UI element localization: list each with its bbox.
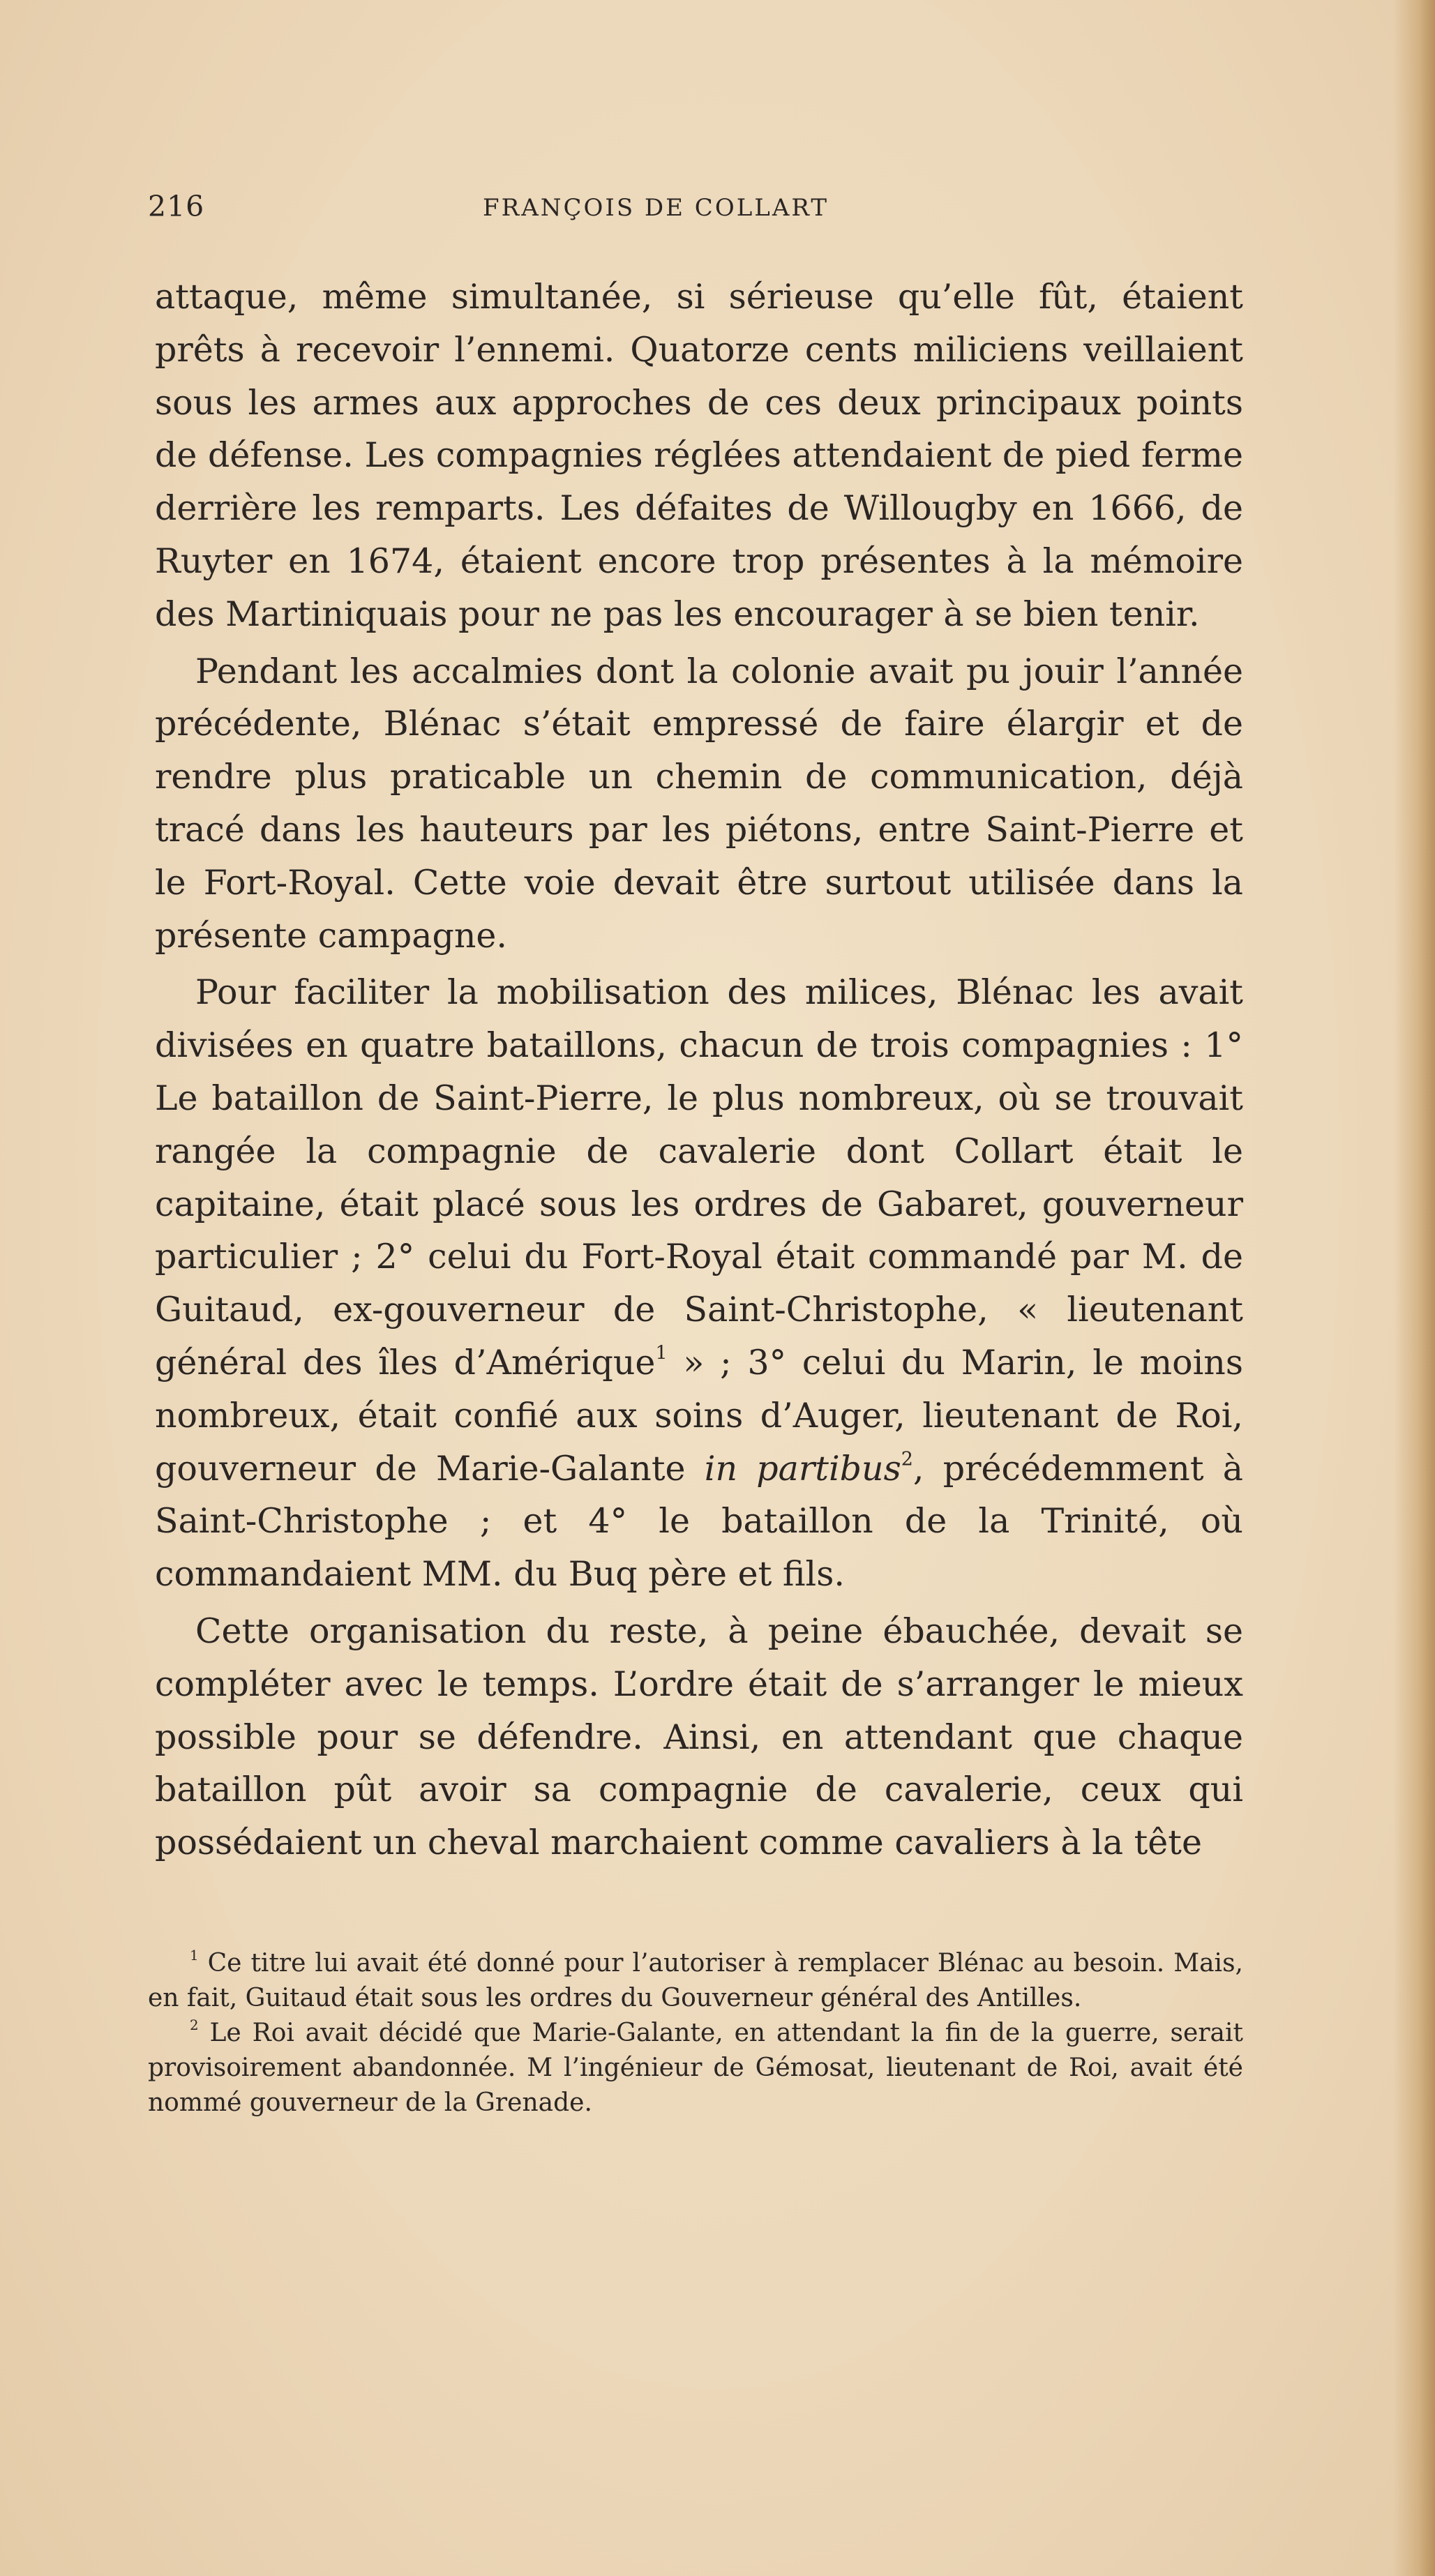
footnote-ref-1[interactable]: 1 bbox=[655, 1342, 668, 1364]
page-number: 216 bbox=[148, 190, 205, 223]
footnote-1 bbox=[148, 1946, 1243, 2016]
footnote-2-marker: 2 bbox=[190, 2017, 199, 2034]
footnote-ref-2[interactable]: 2 bbox=[901, 1447, 913, 1470]
paragraph-3-part-b: » ; 3° celui du Marin, le moins nombreux, était confié aux soins d’Auger, lieutenant de Roi, gouverneur de Marie-Galante bbox=[155, 1342, 1243, 1489]
paragraph-4: Cette organisation du reste, à peine ébauchée, devait se compléter avec le temps. L’ordre était de s’arranger le mieux possible pour se défendre. Ainsi, en attendant que chaque bataillon pût avoir sa compagnie de cavalerie, ceux qui possédaient un cheval marchaient comme cavaliers à la tête bbox=[155, 1611, 1243, 1863]
paragraph-3-part-a: Pour faciliter la mobilisation des milices, Blénac les avait divisées en quatre bataillons, chacun de trois compagnies : 1° Le bataillon de Saint-Pierre, le plus nombreux, où se trouvait rangée la compagnie de cavalerie dont Collart était le capitaine, était placé sous les ordres de Gabaret, gouverneur particulier ; 2° celui du Fort-Royal était commandé par M. de Guitaud, ex-gouverneur de Saint-Christophe, « lieutenant général des îles d’Amérique bbox=[155, 972, 1243, 1383]
paragraph-2: Pendant les accalmies dont la colonie avait pu jouir l’année précédente, Blénac s’était empressé de faire élargir et de rendre plus praticable un chemin de communication, déjà tracé dans les hauteurs par les piétons, entre Saint-Pierre et le Fort-Royal. Cette voie devait être surtout utilisée dans la présente campagne. bbox=[155, 651, 1243, 956]
footnote-2 bbox=[148, 2016, 1243, 2121]
paragraph-3-part-c: , précédemment à Saint-Christophe ; et 4° le bataillon de la Trinité, où commandaient MM. du Buq père et fils. bbox=[155, 1448, 1244, 1595]
page-edge-shadow bbox=[1393, 0, 1435, 2576]
running-title: FRANÇOIS DE COLLART bbox=[483, 194, 829, 222]
footnotes bbox=[148, 1946, 1243, 2121]
footnote-1-marker: 1 bbox=[190, 1948, 199, 1964]
footnote-1-text: Ce titre lui avait été donné pour l’autoriser à remplacer Blénac au besoin. Mais, en fait, Guitaud était sous les ordres du Gouverneur général des Antilles. bbox=[148, 1949, 1243, 2012]
paragraph-1: attaque, même simultanée, si sérieuse qu’elle fût, étaient prêts à recevoir l’ennemi. Quatorze cents miliciens veillaient sous les armes aux approches de ces deux principaux points de défense. Les compagnies réglées attendaient de pied ferme derrière les remparts. Les défaites de Willougby en 1666, de Ruyter en 1674, étaient encore trop présentes à la mémoire des Martiniquais pour ne pas les encourager à se bien tenir. bbox=[155, 277, 1243, 634]
page-header bbox=[148, 190, 1236, 225]
footnote-2-text: Le Roi avait décidé que Marie-Galante, en attendant la fin de la guerre, serait provisoirement abandonnée. M l’ingénieur de Gémosat, lieutenant de Roi, avait été nommé gouverneur de la Grenade. bbox=[148, 2019, 1243, 2117]
paragraph-3 bbox=[155, 966, 1243, 1601]
italic-latin-phrase: in partibus bbox=[704, 1448, 901, 1489]
body-text bbox=[155, 271, 1243, 1869]
